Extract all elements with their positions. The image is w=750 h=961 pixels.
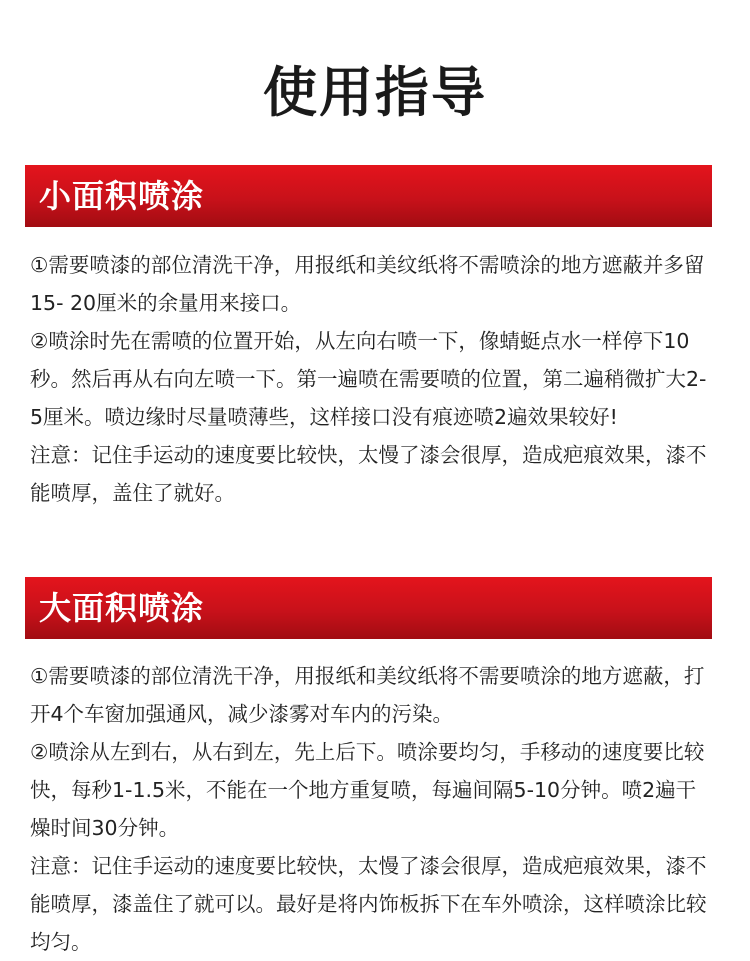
page-title: 使用指导 xyxy=(263,61,487,124)
section-header-large-area xyxy=(25,577,712,639)
section-body-large-area xyxy=(30,657,716,961)
section-title: 大面积喷涂 xyxy=(39,589,205,627)
note-paragraph: 注意：记住手运动的速度要比较快，太慢了漆会很厚，造成疤痕效果，漆不能喷厚，漆盖住了就可以。最好是将内饰板拆下在车外喷涂，这样喷涂比较均匀。 xyxy=(30,854,707,954)
section-body-small-area xyxy=(30,246,716,512)
step-1-paragraph: ①需要喷漆的部位清洗干净，用报纸和美纹纸将不需要喷涂的地方遮蔽，打开4个车窗加强通风，减少漆雾对车内的污染。 xyxy=(30,664,705,726)
step-2-paragraph: ②喷涂时先在需喷的位置开始，从左向右喷一下，像蜻蜓点水一样停下10秒。然后再从右向左喷一下。第一遍喷在需要喷的位置，第二遍稍微扩大2-5厘米。喷边缘时尽量喷薄些，这样接口没有痕迹喷2遍效果较好! xyxy=(30,329,707,429)
note-paragraph: 注意：记住手运动的速度要比较快，太慢了漆会很厚，造成疤痕效果，漆不能喷厚，盖住了就好。 xyxy=(30,443,707,505)
section-header-small-area xyxy=(25,165,712,227)
step-1-paragraph: ①需要喷漆的部位清洗干净，用报纸和美纹纸将不需喷涂的地方遮蔽并多留15- 20厘米的余量用来接口。 xyxy=(30,253,705,315)
step-2-paragraph: ②喷涂从左到右，从右到左，先上后下。喷涂要均匀，手移动的速度要比较快，每秒1-1.5米，不能在一个地方重复喷，每遍间隔5-10分钟。喷2遍干燥时间30分钟。 xyxy=(30,740,705,840)
section-title: 小面积喷涂 xyxy=(39,177,205,215)
